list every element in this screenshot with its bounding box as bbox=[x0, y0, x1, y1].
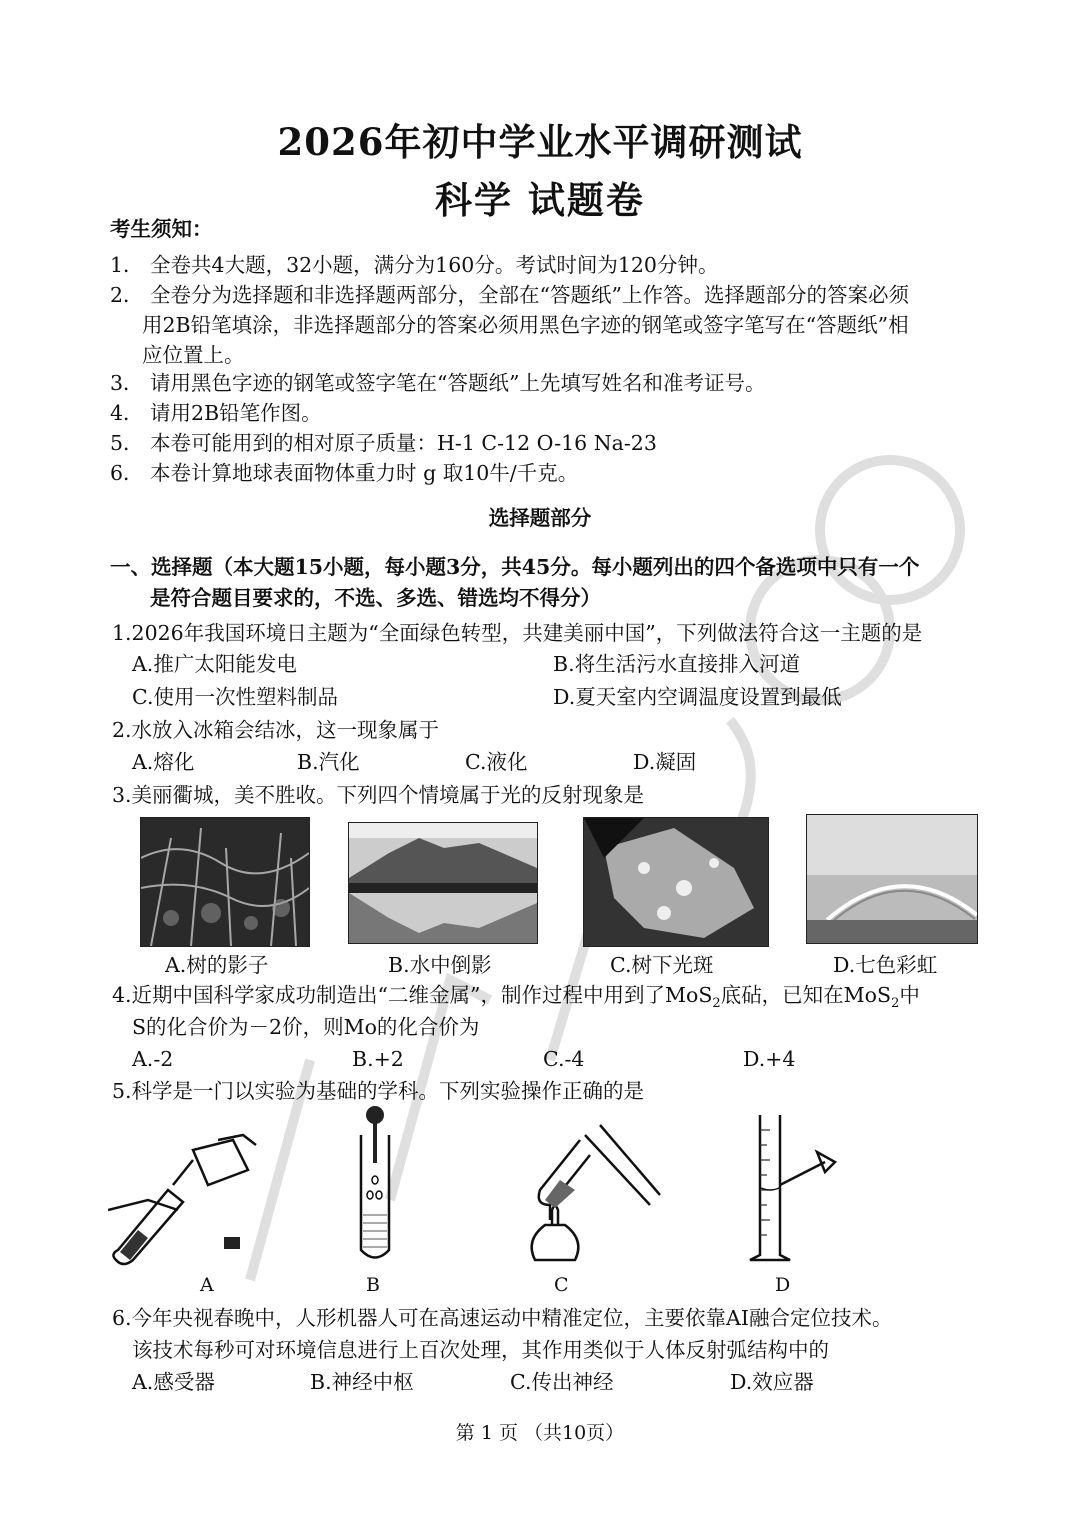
q5-stem: 5.科学是一门以实验为基础的学科。下列实验操作正确的是 bbox=[112, 1079, 645, 1103]
exam-title: 2026年初中学业水平调研测试 bbox=[277, 120, 803, 164]
q6-option-c: C.传出神经 bbox=[510, 1370, 614, 1394]
q1-option-c: C.使用一次性塑料制品 bbox=[132, 685, 338, 709]
photo-tree-shadow bbox=[140, 817, 310, 947]
q4-stem-line1: 4.近期中国科学家成功制造出“二维金属”，制作过程中用到了MoS$_2$底砧，已知在MoS$_2$中 bbox=[112, 983, 920, 1012]
q3-stem: 3.美丽衢城，美不胜收。下列四个情境属于光的反射现象是 bbox=[112, 783, 645, 807]
notice-item-1: 1． 全卷共4大题，32小题，满分为160分。考试时间为120分钟。 bbox=[110, 253, 719, 277]
q2-option-c: C.液化 bbox=[465, 750, 528, 774]
q4-option-a: A.-2 bbox=[132, 1047, 174, 1071]
page-footer: 第 1 页 （共10页） bbox=[455, 1422, 625, 1444]
q1-option-a: A.推广太阳能发电 bbox=[132, 652, 297, 676]
q4-stem-line2: S的化合价为－2价，则Mo的化合价为 bbox=[132, 1015, 480, 1039]
figure-dropper-in-tube bbox=[355, 1105, 395, 1265]
q2-stem: 2.水放入冰箱会结冰，这一现象属于 bbox=[112, 718, 440, 742]
q5-label-a: A bbox=[200, 1274, 214, 1296]
notice-item-5: 5． 本卷可能用到的相对原子质量：H-1 C-12 O-16 Na-23 bbox=[110, 431, 657, 455]
photo-light-spots bbox=[583, 817, 769, 947]
q4-option-c: C.-4 bbox=[543, 1047, 585, 1071]
notice-header: 考生须知： bbox=[110, 217, 213, 241]
q1-stem: 1.2026年我国环境日主题为“全面绿色转型，共建美丽中国”，下列做法符合这一主题的是 bbox=[112, 621, 923, 645]
q6-stem-line2: 该技术每秒可对环境信息进行上百次处理，其作用类似于人体反射弧结构中的 bbox=[132, 1338, 829, 1362]
exam-subtitle: 科学 试题卷 bbox=[435, 178, 645, 222]
q2-option-b: B.汽化 bbox=[297, 750, 360, 774]
q5-label-d: D bbox=[775, 1274, 791, 1296]
notice-item-2-cont: 用2B铅笔填涂，非选择题部分的答案必须用黑色字迹的钢笔或签字笔写在“答题纸”相 bbox=[142, 313, 909, 337]
q4-option-b: B.+2 bbox=[352, 1047, 404, 1071]
q1-option-d: D.夏天室内空调温度设置到最低 bbox=[553, 685, 842, 709]
q1-option-b: B.将生活污水直接排入河道 bbox=[553, 652, 801, 676]
q6-option-b: B.神经中枢 bbox=[310, 1370, 414, 1394]
q3-option-d: D.七色彩虹 bbox=[833, 953, 938, 977]
q6-stem-line1: 6.今年央视春晚中，人形机器人可在高速运动中精准定位，主要依靠AI融合定位技术。 bbox=[112, 1306, 893, 1330]
q3-option-a: A.树的影子 bbox=[165, 953, 269, 977]
figure-pouring-liquid bbox=[108, 1130, 258, 1270]
figure-graduated-cylinder bbox=[745, 1110, 845, 1270]
q3-option-c: C.树下光斑 bbox=[610, 953, 714, 977]
q5-label-b: B bbox=[366, 1274, 380, 1296]
part1-heading-cont: 是符合题目要求的，不选、多选、错选均不得分） bbox=[150, 586, 601, 610]
q2-option-a: A.熔化 bbox=[132, 750, 195, 774]
notice-item-2-cont2: 应位置上。 bbox=[142, 343, 245, 367]
q6-option-a: A.感受器 bbox=[132, 1370, 215, 1394]
part1-heading: 一、选择题（本大题15小题，每小题3分，共45分。每小题列出的四个备选项中只有一个 bbox=[110, 555, 920, 579]
notice-item-4: 4． 请用2B铅笔作图。 bbox=[110, 401, 322, 425]
notice-item-2: 2． 全卷分为选择题和非选择题两部分，全部在“答题纸”上作答。选择题部分的答案必须 bbox=[110, 283, 910, 307]
notice-item-6: 6． 本卷计算地球表面物体重力时 g 取10牛/千克。 bbox=[110, 461, 579, 485]
q2-option-d: D.凝固 bbox=[633, 750, 697, 774]
figure-heating-tube bbox=[520, 1110, 670, 1270]
q6-option-d: D.效应器 bbox=[730, 1370, 814, 1394]
section-title: 选择题部分 bbox=[488, 506, 592, 530]
photo-rainbow bbox=[806, 814, 978, 944]
q4-option-d: D.+4 bbox=[743, 1047, 796, 1071]
photo-water-reflection bbox=[348, 822, 538, 944]
q5-label-c: C bbox=[554, 1274, 569, 1296]
q3-option-b: B.水中倒影 bbox=[388, 953, 492, 977]
notice-item-3: 3． 请用黑色字迹的钢笔或签字笔在“答题纸”上先填写姓名和准考证号。 bbox=[110, 371, 766, 395]
